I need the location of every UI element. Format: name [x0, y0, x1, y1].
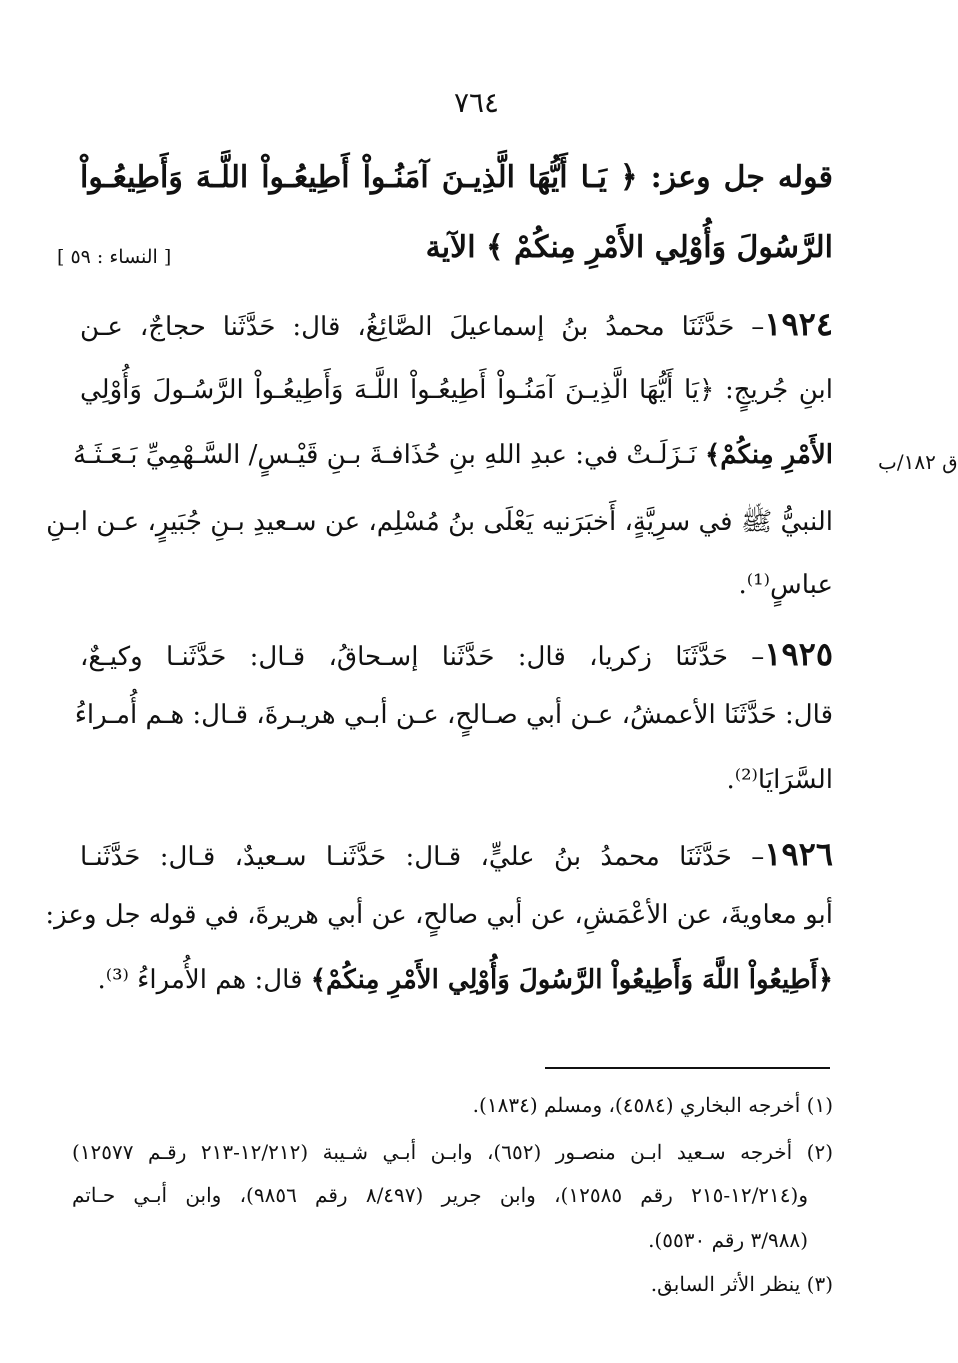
hadith-1926-line-2 — [45, 900, 833, 930]
hadith-text: السَّرَايَا⁽²⁾. — [726, 765, 833, 795]
hadith-1924-line-4 — [46, 505, 833, 543]
hadith-text: – حَدَّثَنَا محمدُ بنُ عليٍّ، قـال: حَدَّثَنـا سـعيدٌ، قـال: حَدَّثَنـا — [80, 842, 765, 872]
quran-quote: الأَمْرِ مِنكُمْ﴾ — [704, 440, 833, 470]
footnote-2-line-3: (٣/٩٨٨ رقم ٥٥٣٠). — [648, 1228, 808, 1252]
hadith-1924-line-5 — [80, 570, 833, 600]
footnote-separator — [545, 1067, 830, 1069]
hadith-text: أبو معاويةَ، عن الأعْمَشِ، عن أبي صالحٍ، عن أبي هريرةَ، في قوله جل وعز: — [45, 900, 833, 930]
hadith-text: قال: حَدَّثَنَا الأعمشُ، عـن أبي صـالحٍ، عـن أبـي هريـرةَ، قـال: هـم أُمـراءُ — [74, 700, 833, 730]
hadith-1924-line-1 — [80, 305, 833, 343]
hadith-number: ١٩٢٥ — [764, 635, 833, 673]
heading-line-1: قوله جل وعز: ﴿ يَـا أَيُّهَا الَّذِيـنَ آمَنُـواْ أَطِيعُـواْ اللَّـهَ وَأَطِيعُـواْ — [80, 160, 833, 195]
hadith-1925-line-2 — [74, 700, 833, 730]
footnote-1: (١) أخرجه البخاري (٤٥٨٤)، ومسلم (١٨٣٤). — [472, 1093, 833, 1117]
page-number: ٧٦٤ — [453, 86, 500, 119]
footnote-3: (٣) ينظر الأثر السابق. — [650, 1272, 833, 1296]
hadith-text: قال: هم الأُمراءُ ⁽³⁾. — [97, 965, 311, 995]
heading-line-2: الرَّسُولَ وَأُوْلِي الأَمْرِ مِنكُمْ ﴾ الآية — [425, 230, 833, 265]
hadith-number: ١٩٢٤ — [764, 305, 833, 343]
hadith-1925-line-3 — [80, 765, 833, 795]
hadith-text: عباسٍ⁽¹⁾. — [738, 570, 833, 600]
hadith-text: النبيُّ ﷺ في سرِيَّةٍ، أَخبَرَنيه يَعْلَى بنُ مُسْلِم، عن سـعيدِ بـنِ جُبَيرٍ، عـن ابـنِ — [46, 507, 833, 537]
hadith-text: – حَدَّثَنَا محمدُ بنُ إسماعيلَ الصَّائِغُ، قال: حَدَّثَنا حجاجٌ، عـن — [80, 312, 765, 342]
hadith-1926-line-3 — [80, 965, 833, 995]
hadith-number: ١٩٢٦ — [764, 835, 833, 873]
surah-reference: [ النساء : ٥٩ ] — [57, 246, 172, 268]
hadith-1924-line-3 — [73, 440, 833, 470]
quran-quote: ﴿أَطِيعُواْ اللَّهَ وَأَطِيعُواْ الرَّسُولَ وَأُوْلِي الأَمْرِ مِنكُمْ﴾ — [310, 965, 833, 995]
hadith-text: ابنِ جُريجٍ: ﴿يَا أَيُّهَا الَّذِيـنَ آمَنُـواْ أَطِيعُـواْ اللَّـهَ وَأَطِيعُـواْ الرَّسُـولَ وَأُوْلِي — [80, 375, 833, 405]
footnote-2-line-1: (٢) أخرجه سـعيد ابـن منصـور (٦٥٢)، وابـن أبـي شـيبة (١٢/٢١٢-٢١٣ رقـم ١٢٥٧٧) — [72, 1140, 833, 1164]
hadith-text: نَـزَلَـتْ في: عبدِ اللهِ بنِ حُذَافـةَ بـنِ قَيْـسٍ/ السَّـهْمِيِّ بَـعَـثَـهُ — [73, 440, 705, 470]
manuscript-margin-note: ق ١٨٢/ب — [878, 450, 958, 474]
footnote-2-line-2: و(١٢/٢١٤-٢١٥ رقم ١٢٥٨٥)، وابن جرير (٨/٤٩٧ رقم ٩٨٥٦)، وابن أبـي حـاتم — [72, 1183, 808, 1207]
hadith-1925-line-1 — [80, 635, 833, 673]
hadith-1926-line-1 — [80, 835, 833, 873]
hadith-1924-line-2 — [80, 375, 833, 405]
hadith-text: – حَدَّثَنَا زكريا، قال: حَدَّثَنا إسـحاقُ، قـال: حَدَّثَنـا وكيـعٌ، — [80, 642, 765, 672]
